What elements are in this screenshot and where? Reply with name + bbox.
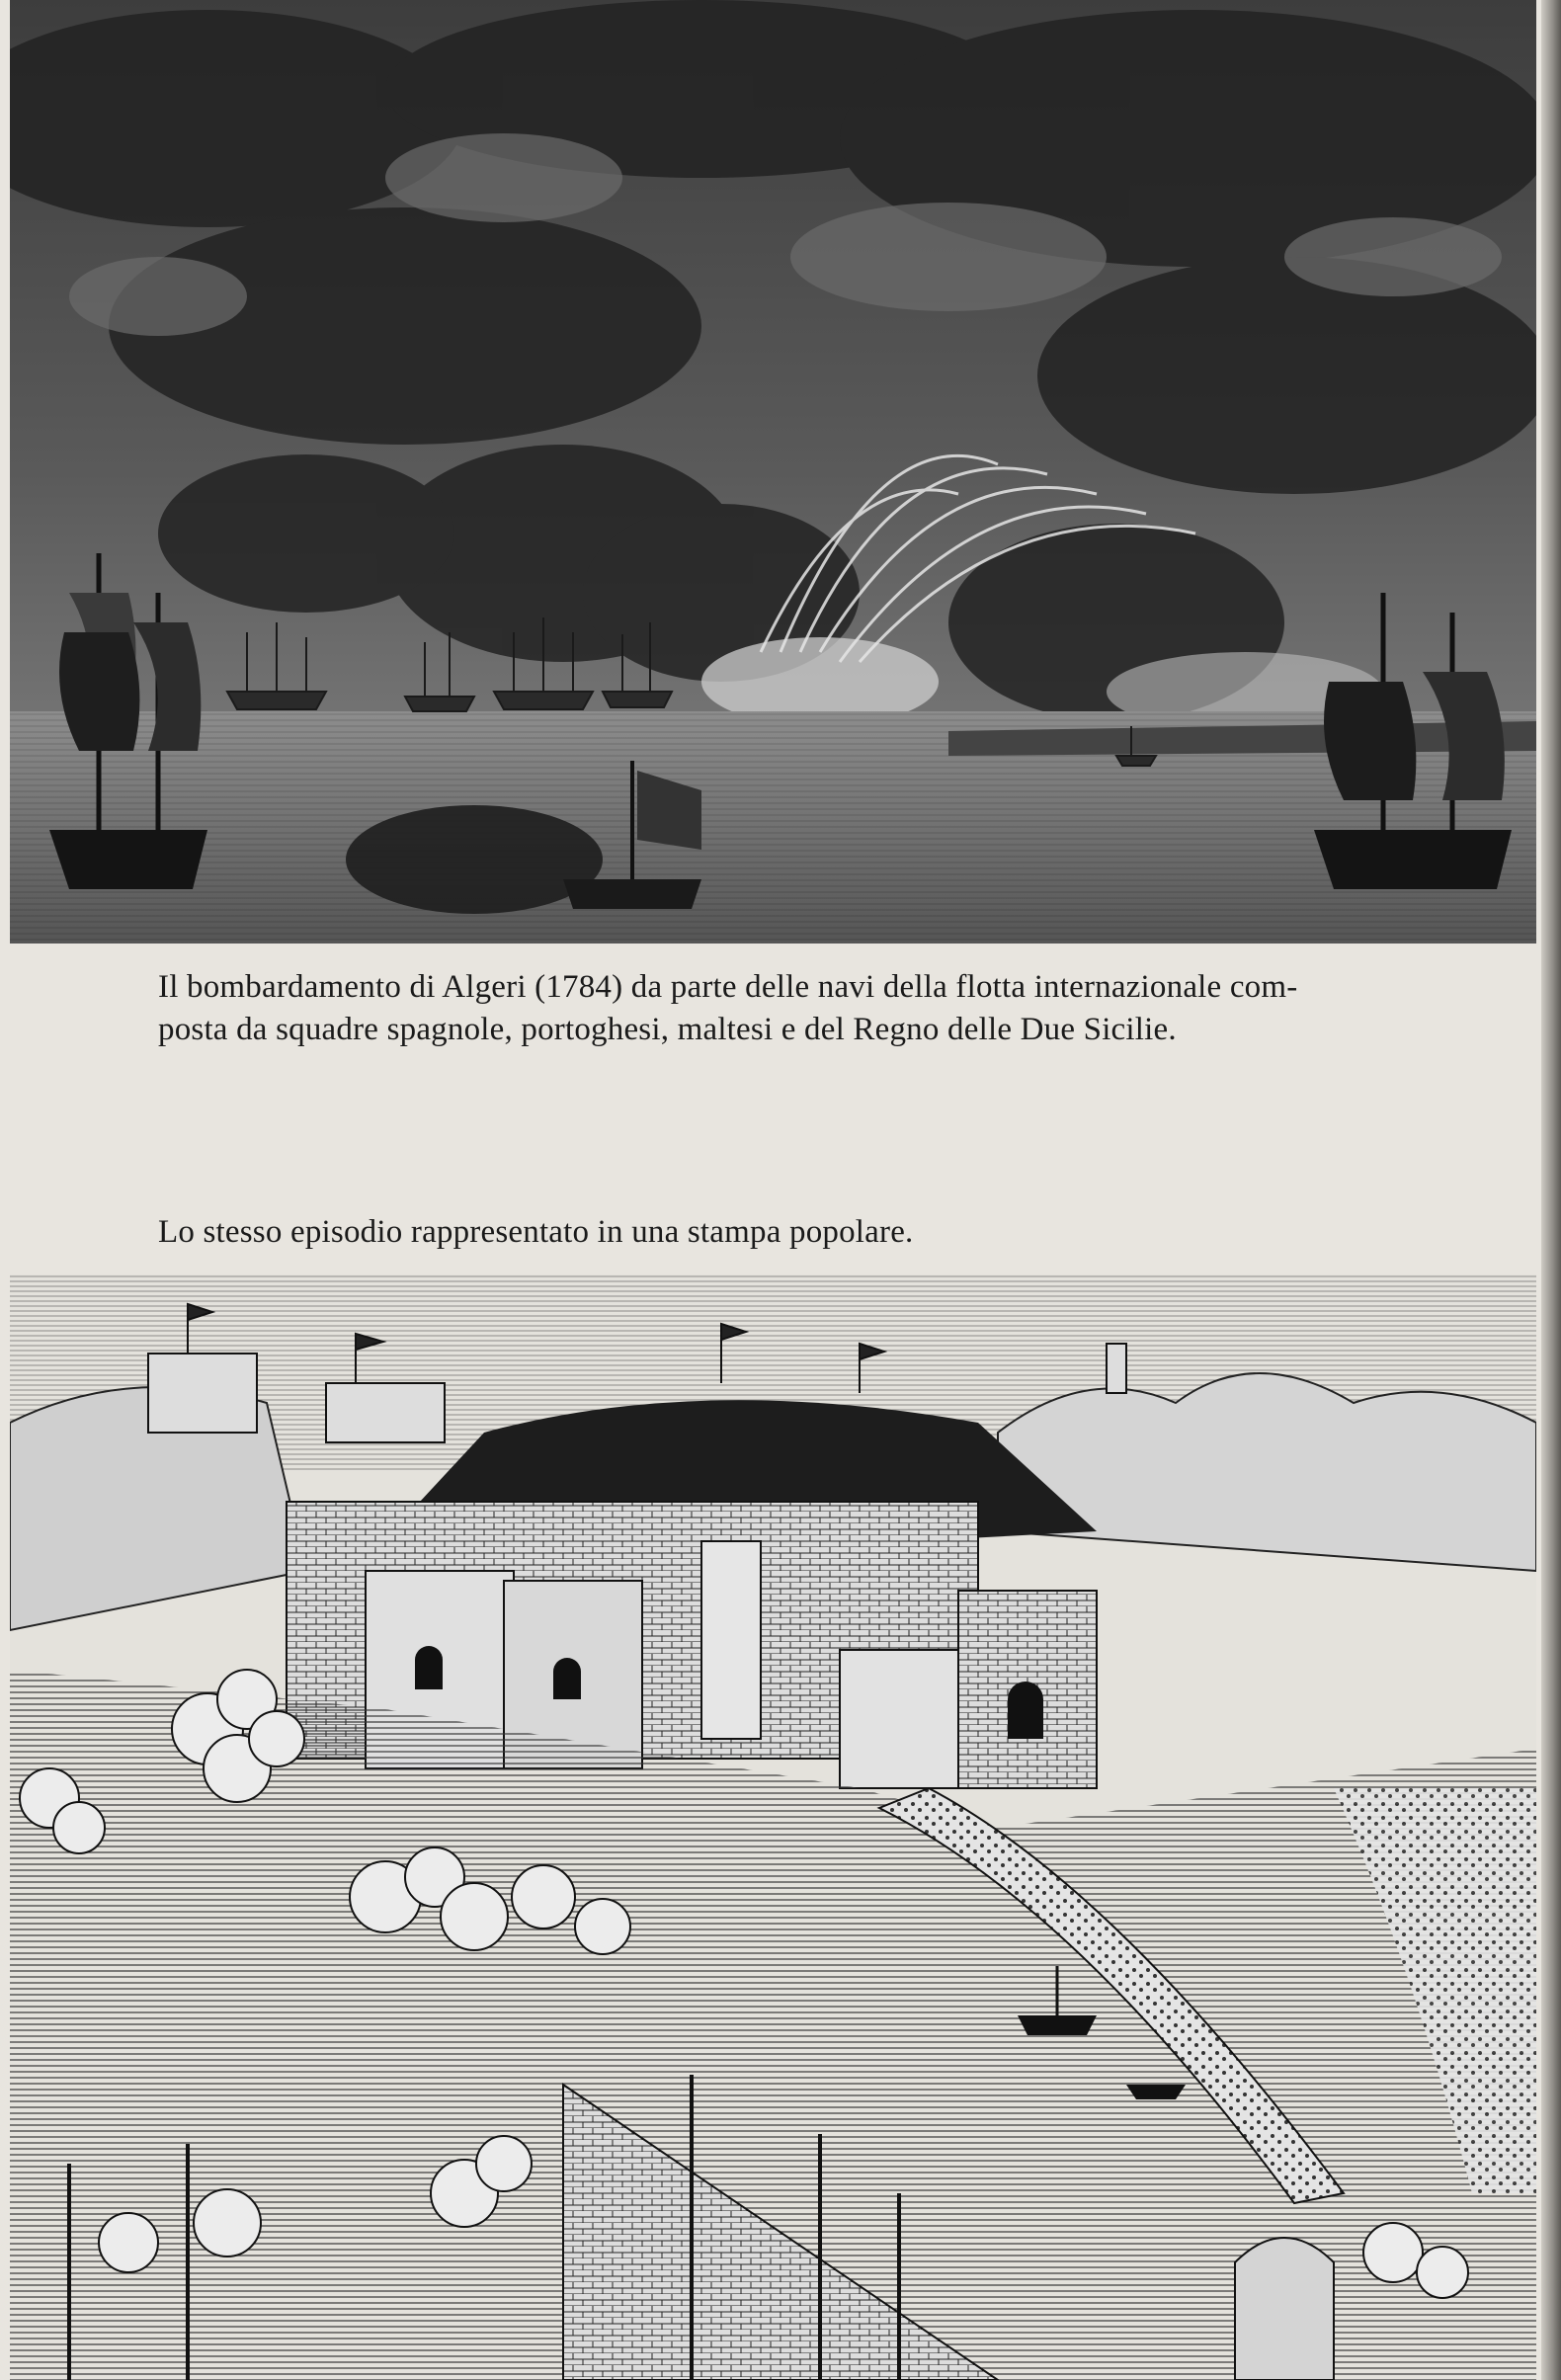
popular-print-art bbox=[10, 1274, 1536, 2380]
caption-bombardment-line-2: posta da squadre spagnole, portoghesi, maltesi e del Regno delle Due Sicilie. bbox=[158, 1012, 1177, 1047]
book-spine-shadow bbox=[1541, 0, 1561, 2380]
caption-bombardment bbox=[158, 966, 1383, 1051]
bombardment-engraving-art bbox=[10, 0, 1536, 944]
caption-bombardment-line-1: Il bombardamento di Algeri (1784) da parte delle navi della flotta internazionale com- bbox=[158, 969, 1298, 1005]
bombardment-engraving bbox=[10, 0, 1536, 944]
caption-popular-print bbox=[158, 1211, 1383, 1254]
popular-print-engraving bbox=[10, 1274, 1536, 2380]
caption-popular-print-line: Lo stesso episodio rappresentato in una stampa popolare. bbox=[158, 1214, 914, 1250]
